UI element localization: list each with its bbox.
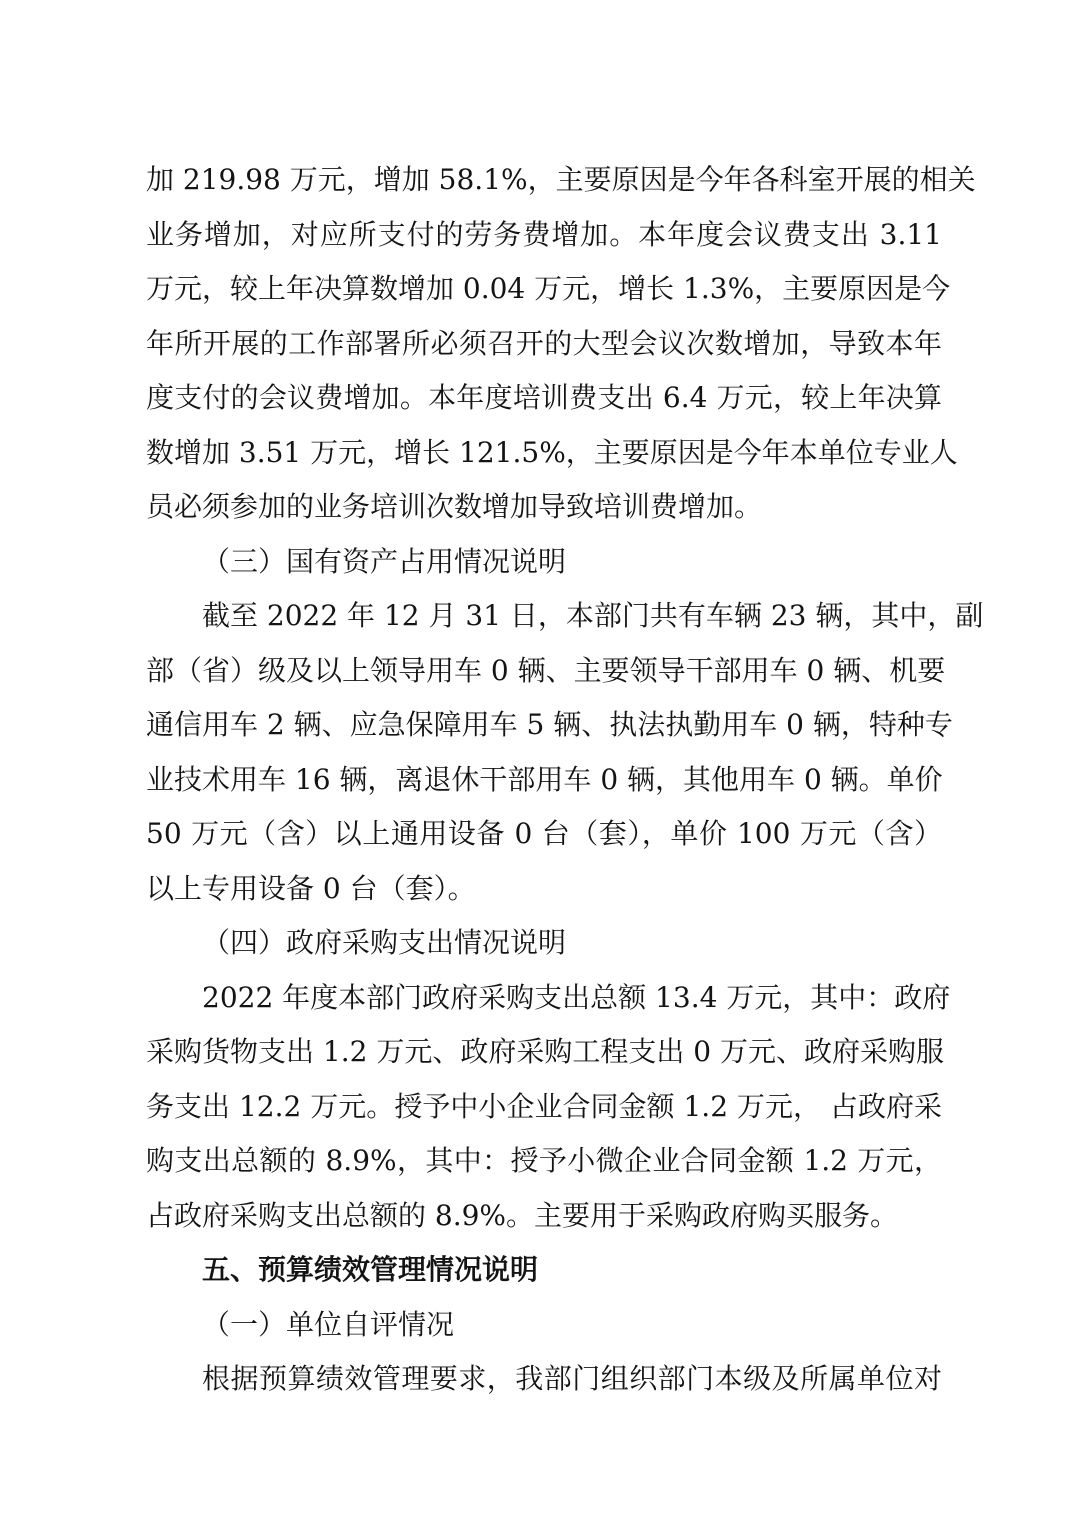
paragraph-line: 数增加 3.51 万元，增长 121.5%，主要原因是今年本单位专业人 xyxy=(146,436,958,469)
subsection-heading: （一）单位自评情况 xyxy=(202,1308,455,1341)
paragraph-line: 通信用车 2 辆、应急保障用车 5 辆、执法执勤用车 0 辆，特种专 xyxy=(146,708,953,741)
paragraph-line: 度支付的会议费增加。本年度培训费支出 6.4 万元，较上年决算 xyxy=(146,381,942,414)
paragraph-line: 占政府采购支出总额的 8.9%。主要用于采购政府购买服务。 xyxy=(146,1199,899,1232)
subsection-heading: （三）国有资产占用情况说明 xyxy=(202,545,567,578)
paragraph-line: 50 万元（含）以上通用设备 0 台（套），单价 100 万元（含） xyxy=(146,817,942,850)
section-heading: 五、预算绩效管理情况说明 xyxy=(202,1253,539,1286)
paragraph-line: 2022 年度本部门政府采购支出总额 13.4 万元，其中：政府 xyxy=(202,981,951,1014)
paragraph-line: 务支出 12.2 万元。授予中小企业合同金额 1.2 万元， 占政府采 xyxy=(146,1090,942,1123)
paragraph-line: 业技术用车 16 辆，离退休干部用车 0 辆，其他用车 0 辆。单价 xyxy=(146,763,943,796)
subsection-heading: （四）政府采购支出情况说明 xyxy=(202,926,567,959)
paragraph-line: 年所开展的工作部署所必须召开的大型会议次数增加，导致本年 xyxy=(146,327,942,360)
paragraph-line: 业务增加，对应所支付的劳务费增加。本年度会议费支出 3.11 xyxy=(146,218,942,251)
paragraph-line: 采购货物支出 1.2 万元、政府采购工程支出 0 万元、政府采购服 xyxy=(146,1035,944,1068)
paragraph-line: 加 219.98 万元，增加 58.1%，主要原因是今年各科室开展的相关 xyxy=(146,163,976,196)
paragraph-line: 购支出总额的 8.9%，其中：授予小微企业合同金额 1.2 万元， xyxy=(146,1144,942,1177)
paragraph-line: 截至 2022 年 12 月 31 日，本部门共有车辆 23 辆，其中，副 xyxy=(202,599,984,632)
paragraph-line: 部（省）级及以上领导用车 0 辆、主要领导干部用车 0 辆、机要 xyxy=(146,654,946,687)
paragraph-line: 万元，较上年决算数增加 0.04 万元，增长 1.3%，主要原因是今 xyxy=(146,272,951,305)
paragraph-line: 员必须参加的业务培训次数增加导致培训费增加。 xyxy=(146,490,763,523)
paragraph-line: 根据预算绩效管理要求，我部门组织部门本级及所属单位对 xyxy=(202,1362,942,1395)
paragraph-line: 以上专用设备 0 台（套）。 xyxy=(146,872,476,905)
